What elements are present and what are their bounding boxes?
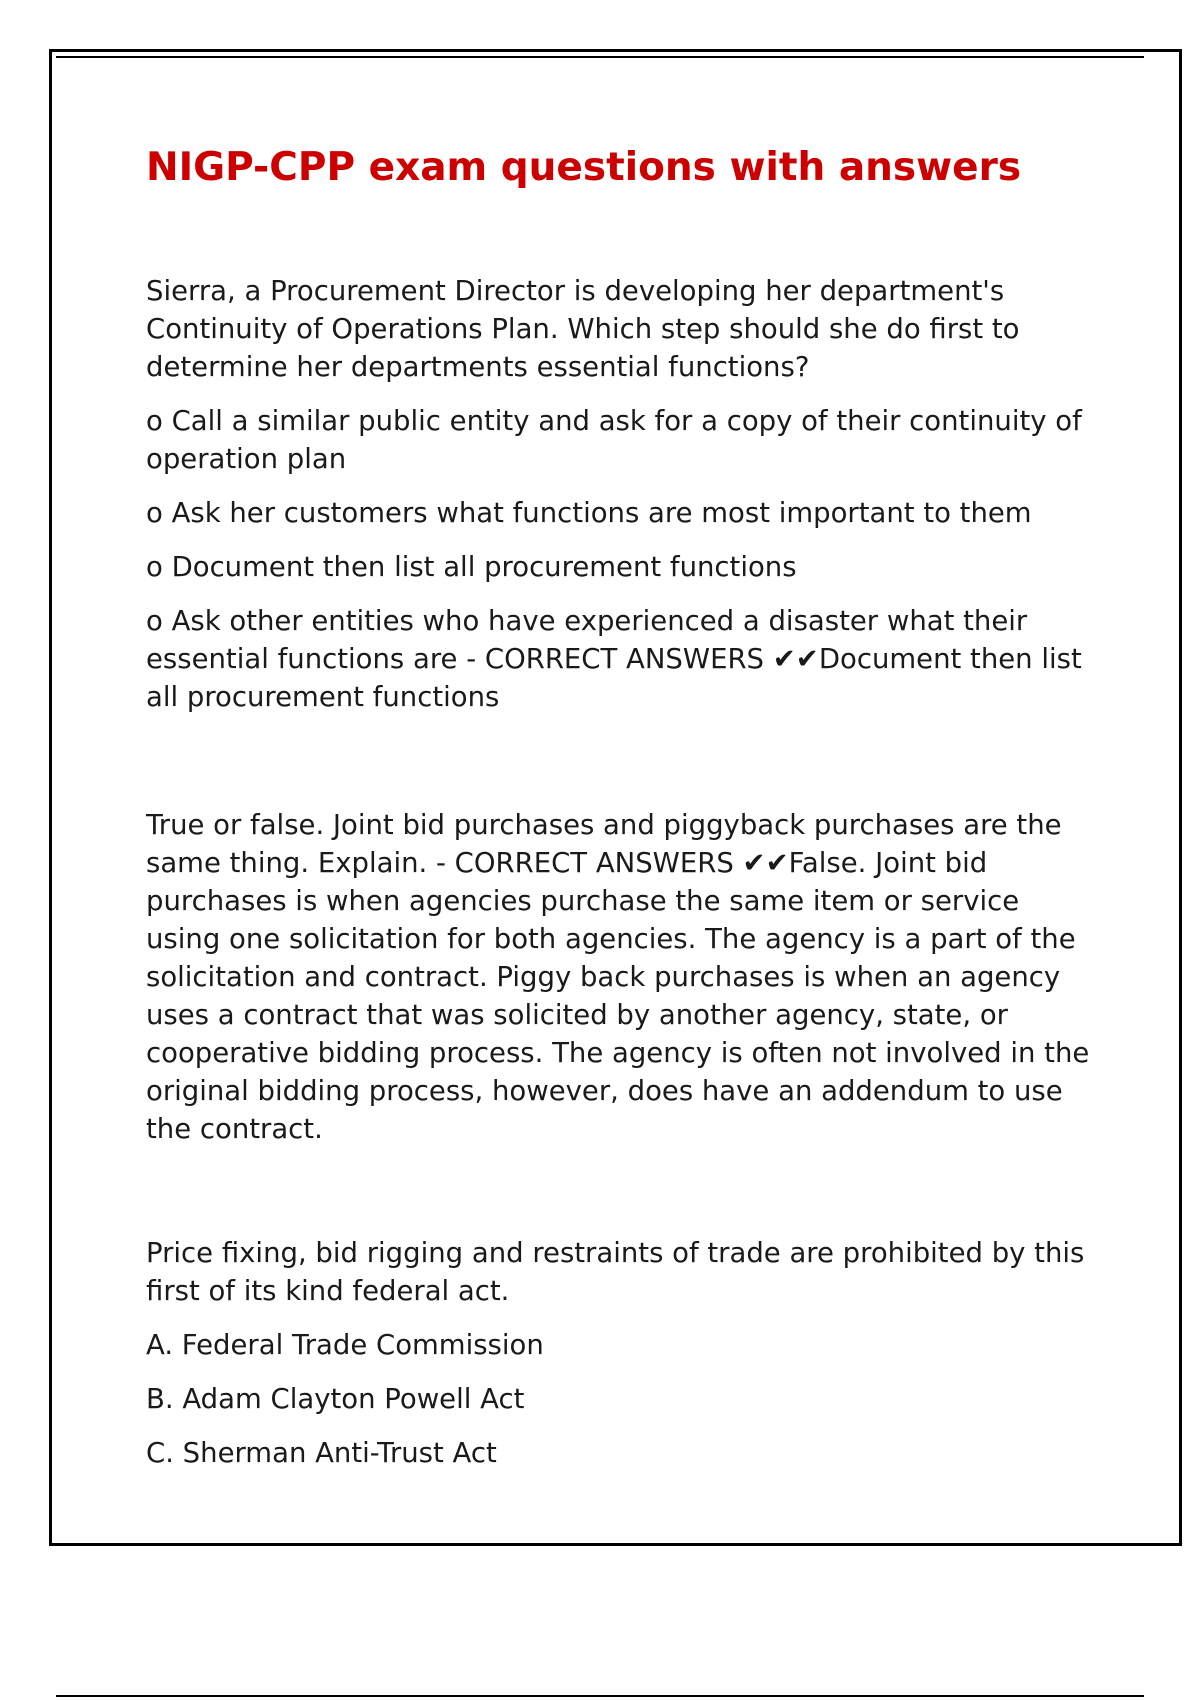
document-title: NIGP-CPP exam questions with answers bbox=[146, 145, 1022, 190]
question-block-3 bbox=[146, 1234, 1096, 1472]
answer-option: C. Sherman Anti-Trust Act bbox=[146, 1437, 497, 1469]
question-block-2 bbox=[146, 806, 1096, 1148]
answer-option: A. Federal Trade Commission bbox=[146, 1329, 544, 1361]
top-rule bbox=[56, 56, 1144, 58]
answer-option: o Document then list all procurement functions bbox=[146, 551, 797, 583]
answer-option: o Call a similar public entity and ask for a copy of their continuity of operation plan bbox=[146, 405, 1082, 475]
document-body bbox=[146, 140, 1096, 1488]
question-text: Sierra, a Procurement Director is developing her department's Continuity of Operations Plan. Which step should she do first to determine her departments essential functions? bbox=[146, 275, 1020, 383]
bottom-rule bbox=[56, 1695, 1144, 1697]
answer-option: o Ask her customers what functions are most important to them bbox=[146, 497, 1032, 529]
question-text: True or false. Joint bid purchases and piggyback purchases are the same thing. Explain. - CORRECT ANSWERS ✔✔False. Joint bid purchases is when agencies purchase the same item or service using one solicitation for both agencies. The agency is a part of the solicitation and contract. Piggy back purchases is when an agency uses a contract that was solicited by another agency, state, or cooperative bidding process. The agency is often not involved in the original bidding process, however, does have an addendum to use the contract. bbox=[146, 809, 1090, 1145]
answer-option: B. Adam Clayton Powell Act bbox=[146, 1383, 525, 1415]
answer-option: o Ask other entities who have experienced a disaster what their essential functions are - CORRECT ANSWERS ✔✔Document then list all procurement functions bbox=[146, 605, 1082, 713]
question-text: Price fixing, bid rigging and restraints of trade are prohibited by this first of its kind federal act. bbox=[146, 1237, 1085, 1307]
question-block-1 bbox=[146, 272, 1096, 716]
